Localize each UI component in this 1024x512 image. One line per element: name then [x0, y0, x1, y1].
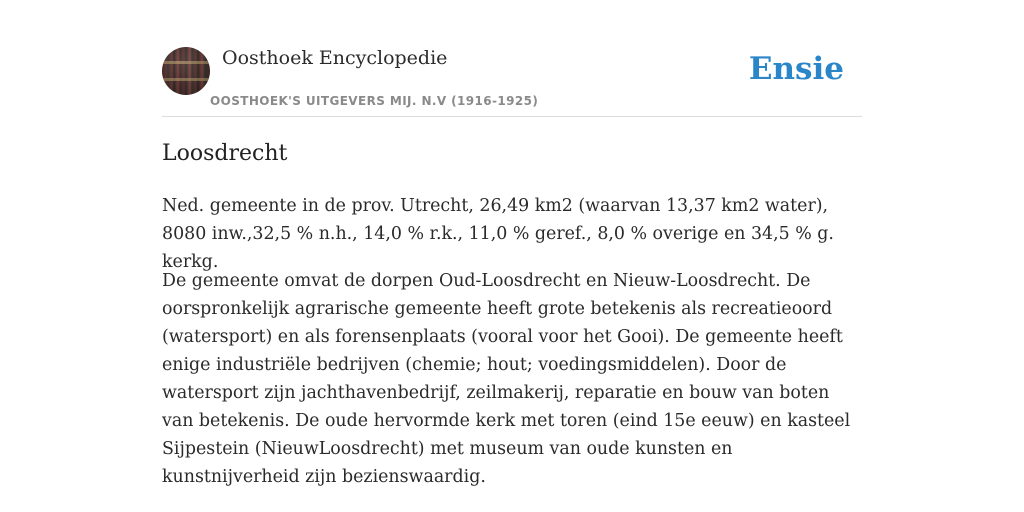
publisher-label: OOSTHOEK'S UITGEVERS MIJ. N.V (1916-1925) — [210, 94, 539, 108]
site-header — [162, 0, 862, 117]
site-title[interactable]: Oosthoek Encyclopedie — [222, 47, 448, 69]
avatar-shade — [162, 47, 210, 95]
article-paragraph: De gemeente omvat de dorpen Oud-Loosdrecht en Nieuw-Loosdrecht. De oorspronkelijk agrarische gemeente heeft grote betekenis als recreatieoord (watersport) en als forensenplaats (vooral voor het Gooi). De gemeente heeft enige industriële bedrijven (chemie; hout; voedingsmiddelen). Door de watersport zijn jachthavenbedrijf, zeilmakerij, reparatie en bouw van boten van betekenis. De oude hervormde kerk met toren (eind 15e eeuw) en kasteel Sijpestein (NieuwLoosdrecht) met museum van oude kunsten en kunstnijverheid zijn bezienswaardig. — [162, 271, 851, 487]
encyclopedia-books-icon[interactable] — [162, 47, 210, 95]
article-paragraph: Ned. gemeente in de prov. Utrecht, 26,49 km2 (waarvan 13,37 km2 water), 8080 inw.,32,5 % n.h., 14,0 % r.k., 11,0 % geref., 8,0 % overige en 34,5 % g. kerkg. — [162, 196, 834, 272]
ensie-logo[interactable]: Ensie — [748, 51, 844, 87]
page-container — [162, 0, 862, 487]
article-title: Loosdrecht — [162, 141, 288, 166]
